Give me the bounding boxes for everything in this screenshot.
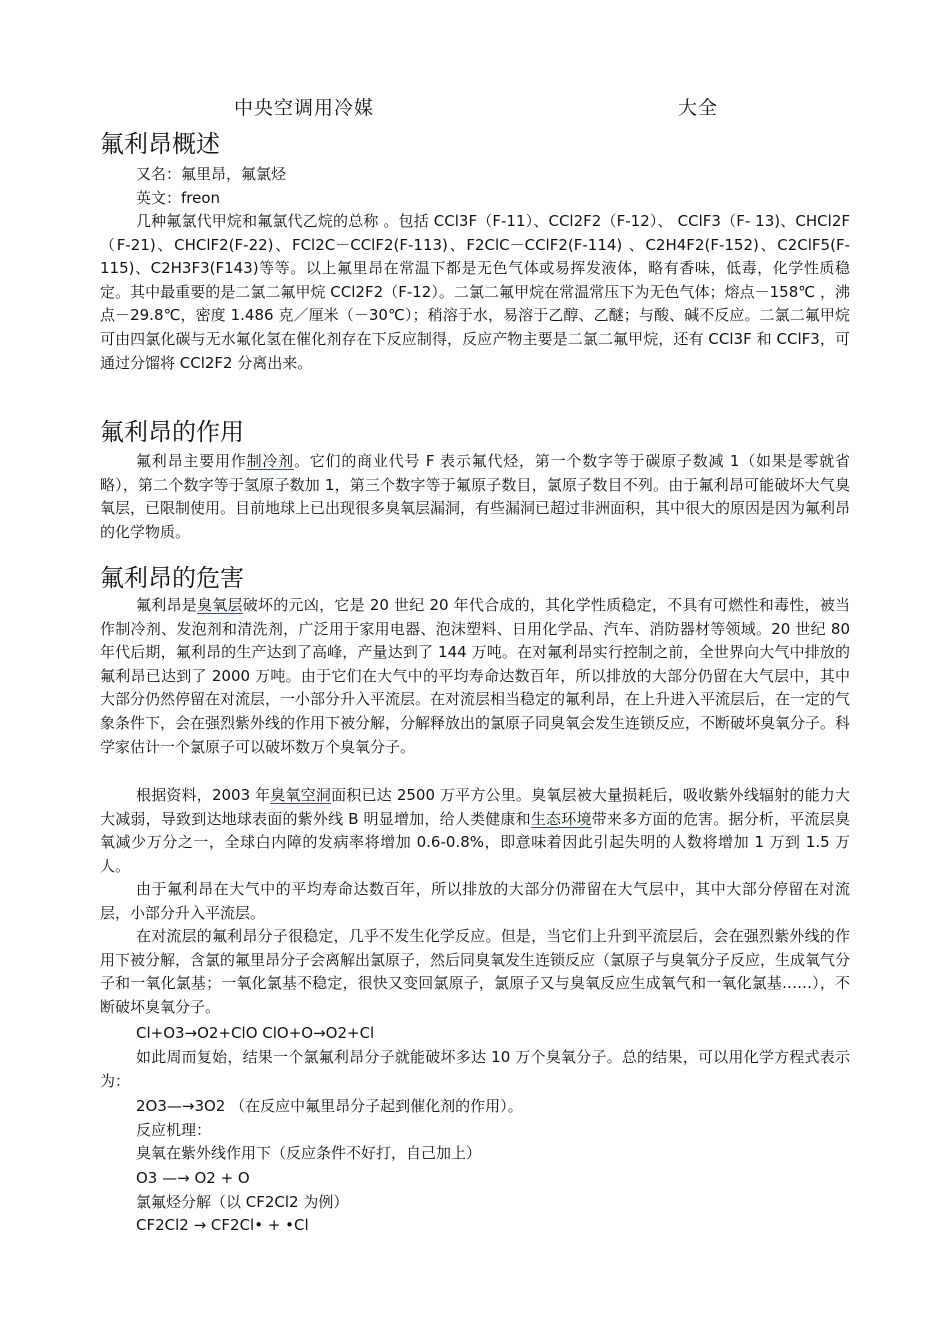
doc-title-right: 大全: [678, 97, 719, 119]
mechanism-label: 反应机理：: [136, 1121, 212, 1139]
refrigerant-link[interactable]: 制冷剂: [246, 452, 294, 470]
harm-p1-post: 破坏的元凶，它是 20 世纪 20 年代合成的，其化学性质稳定，不具有可燃性和毒性，被当作制冷剂、发泡剂和清洗剂，广泛用于家用电器、泡沫塑料、日用化学品、汽车、消防器材等领域。20 世纪 80 年代后期，氟利昂的生产达到了高峰，产量达到了 144 万吨。在对氟利昂实行控制之前，全世界向大气中排放的氟利昂已达到了 2000 万吨。由于它们在大气中的平均寿命达数百年，所以排放的大部分仍留在大气层中，其中大部分仍然停留在对流层，一小部分升入平流层。在对流层相当稳定的氟利昂，在上升进入平流层后，在一定的气象条件下，会在强烈紫外线的作用下被分解，分解释放出的氯原子同臭氧会发生连锁反应，不断破坏臭氧分子。科学家估计一个氯原子可以破坏数万个臭氧分子。: [100, 596, 851, 756]
usage-text-pre: 氟利昂主要用作: [136, 452, 247, 470]
mechanism-note: 臭氧在紫外线作用下（反应条件不好打，自己加上）: [136, 1144, 482, 1162]
equation-chain: Cl+O3→O2+ClO ClO+O→O2+Cl: [136, 1024, 375, 1042]
harm-paragraph-5: 如此周而复始，结果一个氯氟利昂分子就能破坏多达 10 万个臭氧分子。总的结果，可以用化学方程式表示为：: [100, 1048, 850, 1090]
harm-paragraph-1: [100, 594, 850, 759]
doc-title-left: 中央空调用冷媒: [234, 97, 375, 119]
harm-paragraph-3: 由于氟利昂在大气中的平均寿命达数百年，所以排放的大部分仍滞留在大气层中，其中大部分停留在对流层，小部分升入平流层。: [100, 880, 850, 922]
usage-text-post: 。它们的商业代号 F 表示氟代烃，第一个数字等于碳原子数减 1（如果是零就省略），第二个数字等于氢原子数加 1，第三个数字等于氟原子数目，氯原子数目不列。由于氟利昂可能破坏大气臭氧层，已限制使用。目前地球上已出现很多臭氧层漏洞，有些漏洞已超过非洲面积，其中很大的原因是因为氟利昂的化学物质。: [100, 452, 851, 541]
equation-cfc-split: CF2Cl2 → CF2Cl• + •Cl: [136, 1216, 309, 1234]
harm-p2-post: 带来多方面的危害。据分析，平流层臭氧减少万分之一，全球白内障的发病率将增加 0.6-0.8%，即意味着因此引起失明的人数将增加 1 万到 1.5 万人。: [100, 809, 850, 875]
harm-p2-mid: 面积已达 2500 万平方公里。臭氧层被大量损耗后，吸收紫外线辐射的能力大大减弱，导致到达地球表面的紫外线 B 明显增加，给人类健康和: [100, 786, 850, 828]
heading-harm: 氟利昂的危害: [100, 564, 244, 592]
ozone-layer-link[interactable]: 臭氧层: [197, 596, 243, 614]
heading-overview: 氟利昂概述: [100, 130, 220, 158]
harm-paragraph-4: 在对流层的氟利昂分子很稳定，几乎不发生化学反应。但是，当它们上升到平流层后，会在强烈紫外线的作用下被分解，含氯的氟里昂分子会离解出氯原子，然后同臭氧发生连锁反应（氯原子与臭氧分子反应，生成氧气分子和一氧化氯基；一氧化氯基不稳定，很快又变回氯原子，氯原子又与臭氧反应生成氧气和一氧化氯基……），不断破坏臭氧分子。: [100, 927, 851, 1016]
harm-paragraph-2: [100, 784, 850, 878]
harm-p1-pre: 氟利昂是: [136, 596, 198, 614]
harm-p2-pre: 根据资料，2003 年: [136, 786, 271, 804]
heading-usage: 氟利昂的作用: [100, 418, 244, 446]
ozone-hole-link[interactable]: 臭氧空洞: [270, 786, 332, 804]
overview-paragraph: 几种氟氯代甲烷和氟氯代乙烷的总称 。包括 CCl3F（F-11）、CCl2F2（F-12）、 CClF3（F- 13)、CHCl2F （F-21)、CHClF2(F-22)、FCl2C－CClF2(F-113)、F2ClC－CClF2(F-114) 、C2H4F2(F-152)、C2ClF5(F-115)、C2H3F3(F143)等等。以上氟里昂在常温下都是无色气体或易挥发液体，略有香味，低毒，化学性质稳定。其中最重要的是二氯二氟甲烷 CCl2F2（F-12）。二氯二氟甲烷在常温常压下为无色气体；熔点－158℃ ，沸点－29.8℃，密度 1.486 克／厘米（－30℃）；稍溶于水，易溶于乙醇、乙醚；与酸、碱不反应。二氯二氟甲烷可由四氯化碳与无水氟化氢在催化剂存在下反应制得，反应产物主要是二氯二氟甲烷，还有 CCl3F 和 CClF3，可通过分馏将 CCl2F2 分离出来。: [100, 212, 850, 372]
usage-paragraph: [100, 450, 850, 544]
equation-ozone-split: O3 —→ O2 + O: [136, 1169, 250, 1187]
alias-line: 又名：氟里昂，氟氯烃: [136, 165, 287, 183]
english-line: 英文：freon: [136, 189, 221, 207]
cfc-note: 氯氟烃分解（以 CF2Cl2 为例）: [136, 1193, 349, 1211]
equation-overall: 2O3—→3O2 （在反应中氟里昂分子起到催化剂的作用）。: [136, 1097, 523, 1115]
ecology-link[interactable]: 生态环境: [530, 809, 592, 828]
